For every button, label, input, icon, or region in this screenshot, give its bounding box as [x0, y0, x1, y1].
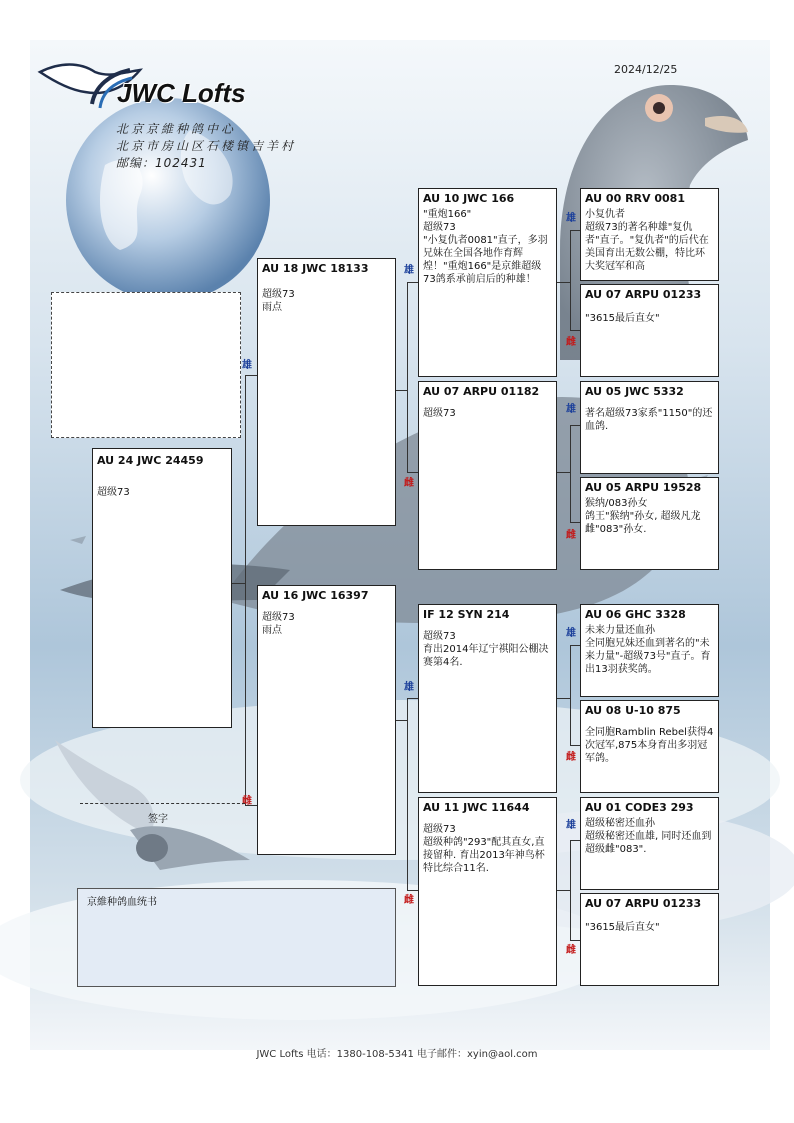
- sss-description: 小复仇者 超级73的著名种雄"复仇者"直子。"复仇者"的后代在美国育出无数公棚，特比环大奖冠军和高: [585, 209, 709, 272]
- dam-ring-number: AU 16 JWC 16397: [262, 589, 369, 602]
- ddd-description: "3615最后直女": [585, 922, 660, 933]
- signature-label: 签字: [148, 814, 168, 825]
- brand-title: JWC Lofts: [117, 78, 246, 108]
- dsd-ring-number: AU 08 U-10 875: [585, 704, 681, 717]
- sds-ring-number: AU 05 JWC 5332: [585, 385, 684, 398]
- dds-male-marker: 雄: [566, 820, 576, 831]
- ssd-ring-number: AU 07 ARPU 01233: [585, 288, 702, 301]
- sss-ring-number: AU 00 RRV 0081: [585, 192, 685, 205]
- dam-female-marker: 雌: [242, 796, 252, 807]
- sire-card[interactable]: [257, 258, 396, 526]
- footer-contact: JWC Lofts 电话：1380-108-5341 电子邮件：xyin@aol.com: [256, 1049, 538, 1060]
- ss-male-marker: 雄: [404, 265, 414, 276]
- subject-ring-number: AU 24 JWC 24459: [97, 454, 204, 467]
- dds-description: 超级秘密还血孙 超级秘密还血雄, 同时还血到超级雌"083".: [585, 818, 712, 855]
- sire-dam-description: 超级73: [423, 408, 456, 419]
- dam-dam-description: 超级73 超级种鸽"293"配其直女,直接留种. 育出2013年神鸟杯特比综合11名.: [423, 824, 545, 874]
- dam-dam-card[interactable]: [418, 797, 557, 986]
- sire-dam-card[interactable]: [418, 381, 557, 570]
- sds-description: 著名超级73家系"1150"的还血鸽.: [585, 408, 713, 432]
- ddd-ring-number: AU 07 ARPU 01233: [585, 897, 702, 910]
- ssd-description: "3615最后直女": [585, 313, 660, 324]
- ssd-card[interactable]: [580, 284, 719, 377]
- dd-female-marker: 雌: [404, 895, 414, 906]
- dam-description: 超级73 雨点: [262, 612, 295, 636]
- dam-dam-ring-number: AU 11 JWC 11644: [423, 801, 530, 814]
- sire-sire-description: "重炮166" 超级73 "小复仇者0081"直子，多羽兄妹在全国各地作育辉煌！"重炮166"是京維超级73鸽系承前启后的种雄！: [423, 209, 548, 285]
- ds-male-marker: 雄: [404, 682, 414, 693]
- sds-card[interactable]: [580, 381, 719, 474]
- sd-female-marker: 雌: [404, 478, 414, 489]
- ddd-female-marker: 雌: [566, 945, 576, 956]
- sds-male-marker: 雄: [566, 404, 576, 415]
- center-name: 北京京維种鸽中心: [116, 122, 237, 136]
- subject-description: 超级73: [97, 487, 130, 498]
- sdd-card[interactable]: [580, 477, 719, 570]
- dss-description: 未来力量还血孙 全同胞兄妹还血到著名的"未来力量"-超级73号"直子。育出13羽获奖鸽。: [585, 625, 711, 675]
- dss-card[interactable]: [580, 604, 719, 697]
- notes-panel[interactable]: [77, 888, 396, 987]
- dds-ring-number: AU 01 CODE3 293: [585, 801, 694, 814]
- notes-title: 京維种鸽血统书: [87, 897, 157, 908]
- dds-card[interactable]: [580, 797, 719, 890]
- sire-sire-card[interactable]: [418, 188, 557, 377]
- sss-male-marker: 雄: [566, 213, 576, 224]
- dam-card[interactable]: [257, 585, 396, 855]
- dsd-card[interactable]: [580, 700, 719, 793]
- dam-sire-card[interactable]: [418, 604, 557, 793]
- subject-bird-card[interactable]: [92, 448, 232, 728]
- center-postcode: 邮编：102431: [116, 156, 207, 170]
- print-date: 2024/12/25: [614, 63, 678, 76]
- dam-sire-description: 超级73 育出2014年辽宁祺阳公棚决赛第4名.: [423, 631, 549, 668]
- ssd-female-marker: 雌: [566, 337, 576, 348]
- signature-line: [80, 803, 245, 804]
- ddd-card[interactable]: [580, 893, 719, 986]
- sire-description: 超级73 雨点: [262, 289, 295, 313]
- center-address: 北京市房山区石楼镇吉羊村: [116, 139, 297, 153]
- sdd-description: 猴纳/083孙女 鸽王"猴纳"孙女, 超级凡龙雌"083"孙女.: [585, 498, 701, 535]
- dam-sire-ring-number: IF 12 SYN 214: [423, 608, 510, 621]
- bird-photo-frame[interactable]: [51, 292, 241, 438]
- dss-male-marker: 雄: [566, 628, 576, 639]
- dsd-female-marker: 雌: [566, 752, 576, 763]
- sire-sire-ring-number: AU 10 JWC 166: [423, 192, 515, 205]
- sdd-ring-number: AU 05 ARPU 19528: [585, 481, 702, 494]
- sire-male-marker: 雄: [242, 360, 252, 371]
- sdd-female-marker: 雌: [566, 530, 576, 541]
- sire-ring-number: AU 18 JWC 18133: [262, 262, 369, 275]
- dsd-description: 全同胞Ramblin Rebel获得4次冠军,875本身育出多羽冠军鸽。: [585, 727, 714, 764]
- sss-card[interactable]: [580, 188, 719, 281]
- dss-ring-number: AU 06 GHC 3328: [585, 608, 686, 621]
- sire-dam-ring-number: AU 07 ARPU 01182: [423, 385, 540, 398]
